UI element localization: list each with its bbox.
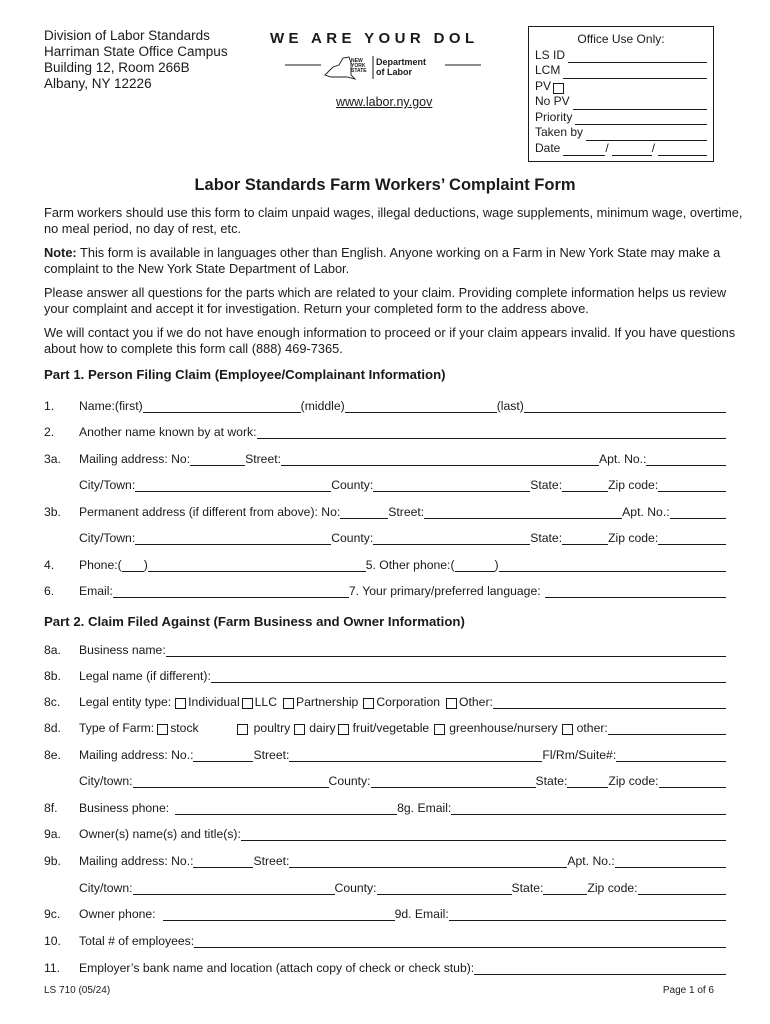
- mailing-county-field[interactable]: [373, 480, 530, 492]
- stock-checkbox[interactable]: [157, 724, 168, 735]
- row-8b-legal-name: 8b. Legal name (if different):: [44, 667, 726, 683]
- owner-zip-field[interactable]: [638, 883, 726, 895]
- pv-checkbox[interactable]: [553, 83, 564, 94]
- office-field-pv: PV: [535, 79, 707, 95]
- business-no-field[interactable]: [193, 750, 253, 762]
- partnership-checkbox[interactable]: [283, 698, 294, 709]
- other-farm-checkbox[interactable]: [562, 724, 573, 735]
- other-farm-field[interactable]: [608, 723, 726, 735]
- office-use-box: [528, 26, 714, 162]
- mailing-street-field[interactable]: [281, 454, 599, 466]
- owner-apt-field[interactable]: [615, 856, 726, 868]
- owner-state-field[interactable]: [543, 883, 587, 895]
- contact-paragraph: We will contact you if we do not have enough information to proceed or if your claim appears invalid. If you have questions about how to complete this form call (888) 469-7365.: [44, 325, 736, 356]
- business-name-field[interactable]: [166, 645, 726, 657]
- alias-field[interactable]: [257, 427, 727, 439]
- logo-state: STATE: [351, 68, 367, 74]
- permanent-county-field[interactable]: [373, 533, 530, 545]
- individual-checkbox[interactable]: [175, 698, 186, 709]
- date-separator: /: [651, 140, 656, 155]
- middle-name-field[interactable]: [345, 401, 497, 413]
- permanent-city-field[interactable]: [135, 533, 331, 545]
- address-line: Harriman State Office Campus: [44, 44, 228, 59]
- row-8c-entity: 8c. Legal entity type: Individual LLC Partnership Corporation Other:: [44, 693, 726, 709]
- permanent-no-field[interactable]: [340, 507, 388, 519]
- website-link[interactable]: www.labor.ny.gov: [336, 95, 433, 109]
- note-text: This form is available in languages other than English. Anyone working on a Farm in New York State may make a complaint to the New York State Department of Labor.: [44, 245, 721, 276]
- owner-name-field[interactable]: [241, 829, 726, 841]
- instructions-paragraph: Please answer all questions for the parts which are related to your claim. Providing complete information helps us review your complaint and accept it for investigation. Return your completed form to the address above.: [44, 285, 727, 316]
- row-9b-city: City/town: County: State: Zip code:: [44, 879, 726, 895]
- office-field-lcm: LCM: [535, 63, 707, 79]
- owner-no-field[interactable]: [193, 856, 253, 868]
- mailing-city-field[interactable]: [135, 480, 331, 492]
- row-8f-phone: 8f. Business phone: 8g. Email:: [44, 799, 726, 815]
- business-street-field[interactable]: [289, 750, 542, 762]
- phone-field[interactable]: [148, 560, 366, 572]
- last-name-field[interactable]: [524, 401, 726, 413]
- business-phone-field[interactable]: [175, 803, 397, 815]
- business-state-field[interactable]: [567, 776, 608, 788]
- area-code-field[interactable]: [122, 560, 144, 572]
- permanent-state-field[interactable]: [562, 533, 608, 545]
- other-entity-field[interactable]: [493, 697, 726, 709]
- row-1-name: 1. Name:(first) (middle) (last): [44, 397, 726, 413]
- office-field-no-pv: No PV: [535, 94, 707, 110]
- poultry-checkbox[interactable]: [237, 724, 248, 735]
- form-id: LS 710 (05/24): [44, 985, 111, 996]
- part1-heading: Part 1. Person Filing Claim (Employee/Complainant Information): [44, 367, 446, 382]
- permanent-street-field[interactable]: [424, 507, 622, 519]
- form-title: Labor Standards Farm Workers’ Complaint Form: [194, 176, 576, 194]
- owner-street-field[interactable]: [289, 856, 567, 868]
- row-3a-city: City/Town: County: State: Zip code:: [44, 476, 726, 492]
- office-field-ls-id: LS ID: [535, 48, 707, 64]
- other-phone-field[interactable]: [499, 560, 726, 572]
- business-zip-field[interactable]: [659, 776, 726, 788]
- logo-department: Department: [376, 57, 427, 67]
- row-10-employees: 10. Total # of employees:: [44, 932, 726, 948]
- owner-city-field[interactable]: [133, 883, 335, 895]
- logo-new: NEW: [351, 58, 363, 64]
- row-11-bank: 11. Employer’s bank name and location (attach copy of check or check stub):: [44, 959, 726, 975]
- email-field[interactable]: [113, 586, 349, 598]
- row-6-email: 6. Email: 7. Your primary/preferred language:: [44, 582, 726, 598]
- business-city-field[interactable]: [133, 776, 329, 788]
- office-field-taken-by: Taken by: [535, 125, 707, 141]
- other-entity-checkbox[interactable]: [446, 698, 457, 709]
- business-county-field[interactable]: [371, 776, 536, 788]
- row-9c-phone: 9c. Owner phone: 9d. Email:: [44, 905, 726, 921]
- row-3b-permanent: 3b. Permanent address (if different from above): No: Street: Apt. No.:: [44, 503, 726, 519]
- office-use-title: Office Use Only:: [577, 32, 665, 46]
- row-8e-mailing: 8e. Mailing address: No.: Street: Fl/Rm/Suite#:: [44, 746, 726, 762]
- greenhouse-checkbox[interactable]: [434, 724, 445, 735]
- address-line: Albany, NY 12226: [44, 76, 152, 91]
- logo-of-labor: of Labor: [376, 67, 412, 77]
- dairy-checkbox[interactable]: [294, 724, 305, 735]
- other-area-code-field[interactable]: [455, 560, 495, 572]
- first-name-field[interactable]: [143, 401, 301, 413]
- permanent-apt-field[interactable]: [670, 507, 726, 519]
- permanent-zip-field[interactable]: [658, 533, 726, 545]
- row-8e-city: City/town: County: State: Zip code:: [44, 772, 726, 788]
- row-8a-business: 8a. Business name:: [44, 641, 726, 657]
- row-3b-city: City/Town: County: State: Zip code:: [44, 529, 726, 545]
- llc-checkbox[interactable]: [242, 698, 253, 709]
- employee-count-field[interactable]: [194, 936, 726, 948]
- owner-county-field[interactable]: [377, 883, 512, 895]
- office-address: [44, 28, 228, 92]
- logo-york: YORK: [351, 63, 366, 69]
- office-field-priority: Priority: [535, 110, 707, 126]
- part2-heading: Part 2. Claim Filed Against (Farm Business and Owner Information): [44, 614, 465, 629]
- intro-paragraph: Farm workers should use this form to claim unpaid wages, illegal deductions, wage supplements, minimum wage, overtime, no meal period, no day of rest, etc.: [44, 205, 743, 236]
- row-9b-mailing: 9b. Mailing address: No.: Street: Apt. No.:: [44, 852, 726, 868]
- legal-name-field[interactable]: [211, 671, 726, 683]
- fruit-vegetable-checkbox[interactable]: [338, 724, 349, 735]
- address-line: Division of Labor Standards: [44, 28, 210, 43]
- page-number: Page 1 of 6: [662, 985, 714, 996]
- office-field-date: Date / /: [535, 141, 707, 157]
- language-field[interactable]: [545, 586, 726, 598]
- mailing-zip-field[interactable]: [658, 480, 726, 492]
- address-line: Building 12, Room 266B: [44, 60, 190, 75]
- business-suite-field[interactable]: [616, 750, 726, 762]
- row-3a-mailing: 3a. Mailing address: No: Street: Apt. No.:: [44, 450, 726, 466]
- corporation-checkbox[interactable]: [363, 698, 374, 709]
- note-paragraph: [44, 245, 744, 277]
- mailing-state-field[interactable]: [562, 480, 608, 492]
- mailing-no-field[interactable]: [190, 454, 245, 466]
- date-separator: /: [605, 140, 609, 155]
- business-email-field[interactable]: [451, 803, 726, 815]
- nys-dol-logo: [285, 55, 485, 85]
- owner-phone-field[interactable]: [163, 909, 395, 921]
- slogan: WE ARE YOUR DOL: [270, 30, 479, 47]
- row-2-alias: 2. Another name known by at work:: [44, 423, 726, 439]
- note-label: Note:: [44, 245, 77, 260]
- row-9a-owner: 9a. Owner(s) name(s) and title(s):: [44, 825, 726, 841]
- row-8d-farm-type: 8d. Type of Farm: stock poultry dairy fruit/vegetable greenhouse/nursery other:: [44, 719, 726, 735]
- owner-email-field[interactable]: [449, 909, 726, 921]
- bank-field[interactable]: [474, 963, 726, 975]
- row-4-phone: 4. Phone:( ) 5. Other phone:( ): [44, 556, 726, 572]
- mailing-apt-field[interactable]: [646, 454, 726, 466]
